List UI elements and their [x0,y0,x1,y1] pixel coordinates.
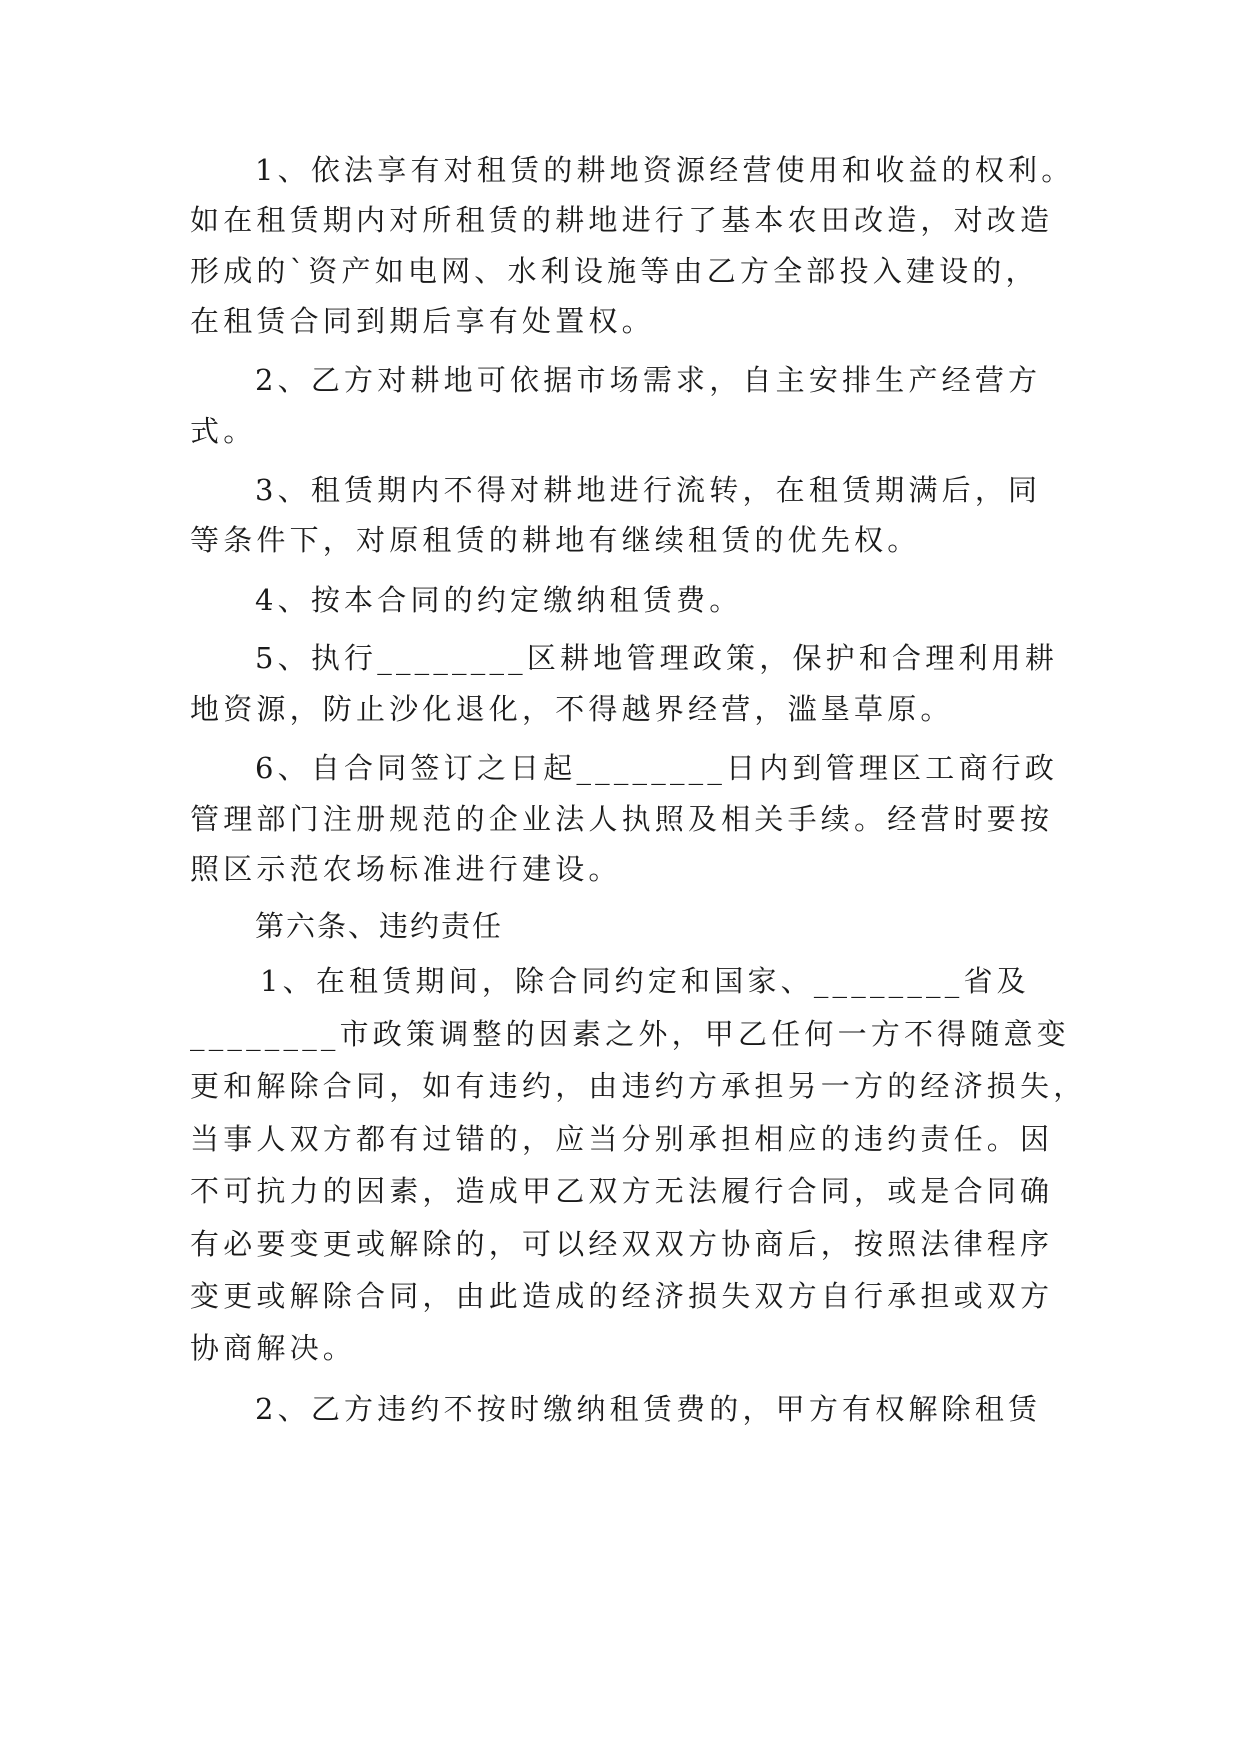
text-line: 2、乙方对耕地可依据市场需求，自主安排生产经营方 [255,363,1042,397]
text-line: 管理部门注册规范的企业法人执照及相关手续。经营时要按 [190,802,1054,836]
text-line: 变更或解除合同，由此造成的经济损失双方自行承担或双方 [190,1279,1054,1313]
section-heading: 第六条、违约责任 [255,909,504,943]
text-line: 6、自合同签订之日起________日内到管理区工商行政 [255,751,1059,785]
text-line: 协商解决。 [190,1331,357,1365]
text-line: 有必要变更或解除的，可以经双双方协商后，按照法律程序 [190,1227,1054,1261]
text-line: ________市政策调整的因素之外，甲乙任何一方不得随意变 [190,1017,1071,1051]
text-line: 1、依法享有对租赁的耕地资源经营使用和收益的权利。 [255,153,1075,187]
text-line: 形成的`资产如电网、水利设施等由乙方全部投入建设的， [190,254,1039,288]
text-line: 照区示范农场标准进行建设。 [190,852,622,886]
text-line: 如在租赁期内对所租赁的耕地进行了基本农田改造，对改造 [190,203,1054,237]
text-line: 2、乙方违约不按时缴纳租赁费的，甲方有权解除租赁 [255,1392,1042,1426]
text-line: 3、租赁期内不得对耕地进行流转，在租赁期满后，同 [255,473,1042,507]
text-line: 地资源，防止沙化退化，不得越界经营，滥垦草原。 [190,692,954,726]
text-line: 等条件下，对原租赁的耕地有继续租赁的优先权。 [190,523,921,557]
text-line: 式。 [190,414,257,448]
text-line: 在租赁合同到期后享有处置权。 [190,304,655,338]
text-line: 5、执行________区耕地管理政策，保护和合理利用耕 [255,641,1059,675]
text-line: 更和解除合同，如有违约，由违约方承担另一方的经济损失， [190,1069,1087,1103]
text-line: 4、按本合同的约定缴纳租赁费。 [255,583,743,617]
text-line: 不可抗力的因素，造成甲乙双方无法履行合同，或是合同确 [190,1174,1054,1208]
text-line: 当事人双方都有过错的，应当分别承担相应的违约责任。因 [190,1122,1054,1156]
text-line: 1、在租赁期间，除合同约定和国家、________省及 [260,964,1030,998]
